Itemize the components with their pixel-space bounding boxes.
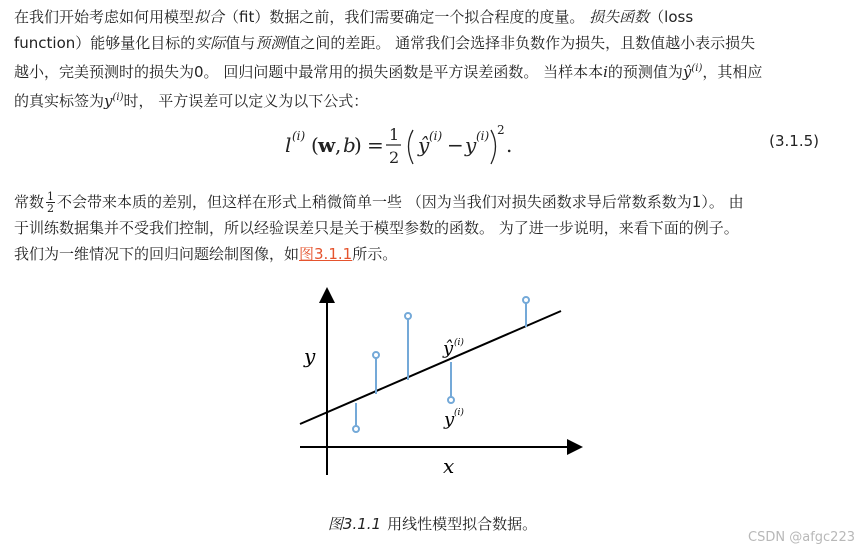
equation-svg: [285, 118, 545, 178]
term-loss-function: 损失函数: [589, 8, 650, 26]
caption-label: 图3.1.1: [327, 515, 382, 533]
svg-text:2: 2: [389, 148, 400, 167]
para2-line2: 于训练数据集并不受我们控制，所以经验误差只是关于模型参数的函数。 为了进一步说明，来看下面的例子。: [14, 219, 739, 237]
term-fit: 拟合: [194, 8, 225, 26]
text: 不会带来本质的差别，但这样在形式上稍微简单一些 （因为当我们对损失函数求导后常数系数为1）。 由: [57, 193, 744, 211]
para1-line4: [14, 85, 859, 114]
fraction-one-half: [46, 191, 55, 214]
svg-text:−: −: [447, 133, 464, 157]
yhat-label: ŷ: [443, 338, 454, 359]
text: ，其相应: [702, 63, 763, 81]
text: 值与: [225, 34, 256, 52]
text: 我们为一维情况下的回归问题绘制图像，如: [14, 245, 300, 263]
term-predicted: 预测: [255, 34, 286, 52]
yhat-sup: (i): [454, 338, 464, 348]
svg-text:(i): (i): [429, 129, 443, 143]
text: 越小，完美预测时的损失为0。 回归问题中最常用的损失函数是平方误差函数。 当样本本: [14, 63, 604, 81]
svg-text:b: b: [343, 133, 356, 157]
svg-text:(: (: [311, 133, 319, 157]
text: 所示。: [352, 245, 398, 263]
svg-text:): ): [354, 133, 362, 157]
svg-text:w: w: [318, 133, 336, 157]
figure-svg: [285, 287, 585, 487]
text: 时， 平方误差可以定义为以下公式：: [123, 92, 369, 110]
regression-figure: [285, 287, 585, 491]
text: function）能够量化目标的: [14, 34, 196, 52]
data-point-1: [353, 426, 359, 432]
squared-loss-equation: [285, 118, 545, 182]
svg-text:(i): (i): [476, 129, 490, 143]
math-i: i: [603, 63, 608, 81]
svg-text:y: y: [465, 133, 477, 157]
svg-text:,: ,: [335, 133, 342, 157]
text: 常数: [14, 193, 45, 211]
text: 值之间的差距。 通常我们会选择非负数作为损失，且数值越小表示损失: [285, 34, 756, 52]
svg-text:.: .: [506, 133, 513, 157]
equation-number: (3.1.5): [769, 132, 819, 150]
text: 在我们开始考虑如何用模型: [14, 8, 195, 26]
data-point-2: [373, 352, 379, 358]
fraction-denominator: 2: [47, 202, 55, 215]
figure-link[interactable]: 图3.1.1: [299, 245, 353, 263]
para1-line2: [14, 30, 859, 56]
y-sup: (i): [454, 408, 464, 418]
text: 的真实标签为: [14, 92, 105, 110]
paragraph-constant-note: [14, 189, 859, 267]
regression-line: [300, 311, 561, 424]
svg-text:1: 1: [389, 125, 400, 144]
math-y-i: $y^{(i)}$: [104, 92, 124, 110]
figure-caption: [0, 513, 865, 534]
paragraph-loss-intro: [14, 4, 859, 114]
fraction-numerator: 1: [47, 190, 55, 203]
para1-line3: [14, 56, 859, 85]
text: （loss: [649, 8, 694, 26]
svg-text:(i): (i): [292, 129, 306, 143]
term-actual: 实际: [195, 34, 226, 52]
para2-line3: [14, 241, 859, 267]
math-yhat-i: $ŷ^{(i)}$: [682, 63, 703, 81]
svg-text:2: 2: [497, 123, 505, 137]
data-point-5: [523, 297, 529, 303]
text: （fit）数据之前，我们需要确定一个拟合程度的度量。: [224, 8, 585, 26]
data-point-4: [448, 397, 454, 403]
svg-text:ŷ: ŷ: [418, 133, 430, 157]
data-point-3: [405, 313, 411, 319]
caption-text: 用线性模型拟合数据。: [387, 515, 538, 533]
y-label: y: [444, 409, 455, 430]
para1-line1: [14, 4, 859, 30]
x-axis-label: x: [443, 454, 455, 478]
para2-line1: [14, 189, 859, 215]
svg-text:l: l: [285, 133, 292, 157]
watermark: CSDN @afgc223: [748, 530, 855, 545]
svg-text:=: =: [367, 133, 384, 157]
text: 的预测值为: [607, 63, 683, 81]
y-axis-label: y: [304, 344, 316, 368]
